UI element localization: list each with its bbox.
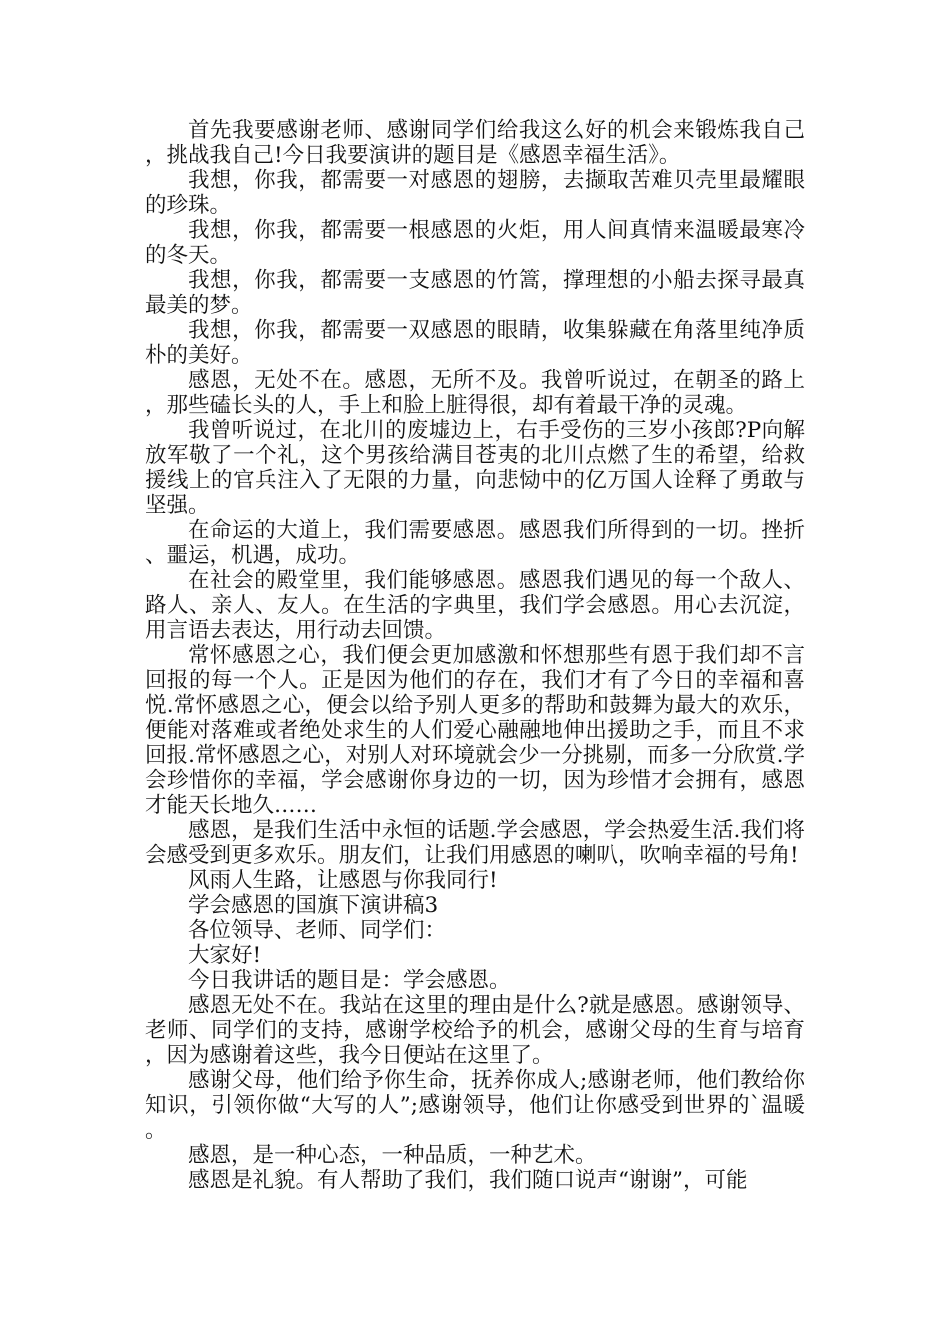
paragraph-10: 常怀感恩之心，我们便会更加感激和怀想那些有恩于我们却不言回报的每一个人。正是因为他们的存在，我们才有了今日的幸福和喜悦.常怀感恩之心，便会以给予别人更多的帮助和鼓舞为最大的欢乐，便能对落难或者绝处求生的人们爱心融融地伸出援助之手，而且不求回报.常怀感恩之心，对别人对环境就会少一分挑剔，而多一分欣赏.学会珍惜你的幸福，学会感谢你身边的一切，因为珍惜才会拥有，感恩才能天长地久…… [145,643,805,818]
paragraph-11: 感恩，是我们生活中永恒的话题.学会感恩，学会热爱生活.我们将会感受到更多欢乐。朋友们，让我们用感恩的喇叭，吹响幸福的号角! [145,818,805,868]
paragraph-18: 感谢父母，他们给予你生命，抚养你成人;感谢老师，他们教给你知识，引领你做“大写的人”;感谢领导，他们让你感受到世界的`温暖。 [145,1068,805,1143]
paragraph-8: 在命运的大道上，我们需要感恩。感恩我们所得到的一切。挫折、噩运，机遇，成功。 [145,518,805,568]
paragraph-6: 感恩，无处不在。感恩，无所不及。我曾听说过，在朝圣的路上，那些磕长头的人，手上和脸上脏得很，却有着最干净的灵魂。 [145,368,805,418]
document-body [145,118,805,1193]
greeting: 大家好! [188,943,262,968]
paragraph-12: 风雨人生路，让感恩与你我同行! [188,868,498,893]
paragraph-9: 在社会的殿堂里，我们能够感恩。感恩我们遇见的每一个敌人、路人、亲人、友人。在生活的字典里，我们学会感恩。用心去沉淀，用言语去表达，用行动去回馈。 [145,568,805,643]
paragraph-3: 我想，你我，都需要一根感恩的火炬，用人间真情来温暖最寒冷的冬天。 [145,218,805,268]
paragraph-16: 今日我讲话的题目是：学会感恩。 [188,968,511,993]
salutation: 各位领导、老师、同学们： [188,918,447,943]
paragraph-4: 我想，你我，都需要一支感恩的竹篙，撑理想的小船去探寻最真最美的梦。 [145,268,805,318]
speech-title: 学会感恩的国旗下演讲稿3 [188,893,439,918]
paragraph-19: 感恩，是一种心态，一种品质，一种艺术。 [188,1143,597,1168]
paragraph-2: 我想，你我，都需要一对感恩的翅膀，去撷取苦难贝壳里最耀眼的珍珠。 [145,168,805,218]
paragraph-7: 我曾听说过，在北川的废墟边上，右手受伤的三岁小孩郎?P向解放军敬了一个礼，这个男孩给满目苍夷的北川点燃了生的希望，给救援线上的官兵注入了无限的力量，向悲恸中的亿万国人诠释了勇敢与坚强。 [145,418,805,518]
paragraph-1: 首先我要感谢老师、感谢同学们给我这么好的机会来锻炼我自己，挑战我自己!今日我要演讲的题目是《感恩幸福生活》。 [145,118,805,168]
paragraph-20: 感恩是礼貌。有人帮助了我们，我们随口说声“谢谢”，可能 [188,1168,748,1193]
paragraph-5: 我想，你我，都需要一双感恩的眼睛，收集躲藏在角落里纯净质朴的美好。 [145,318,805,368]
paragraph-17: 感恩无处不在。我站在这里的理由是什么?就是感恩。感谢领导、老师、同学们的支持，感谢学校给予的机会，感谢父母的生育与培育，因为感谢着这些，我今日便站在这里了。 [145,993,805,1068]
